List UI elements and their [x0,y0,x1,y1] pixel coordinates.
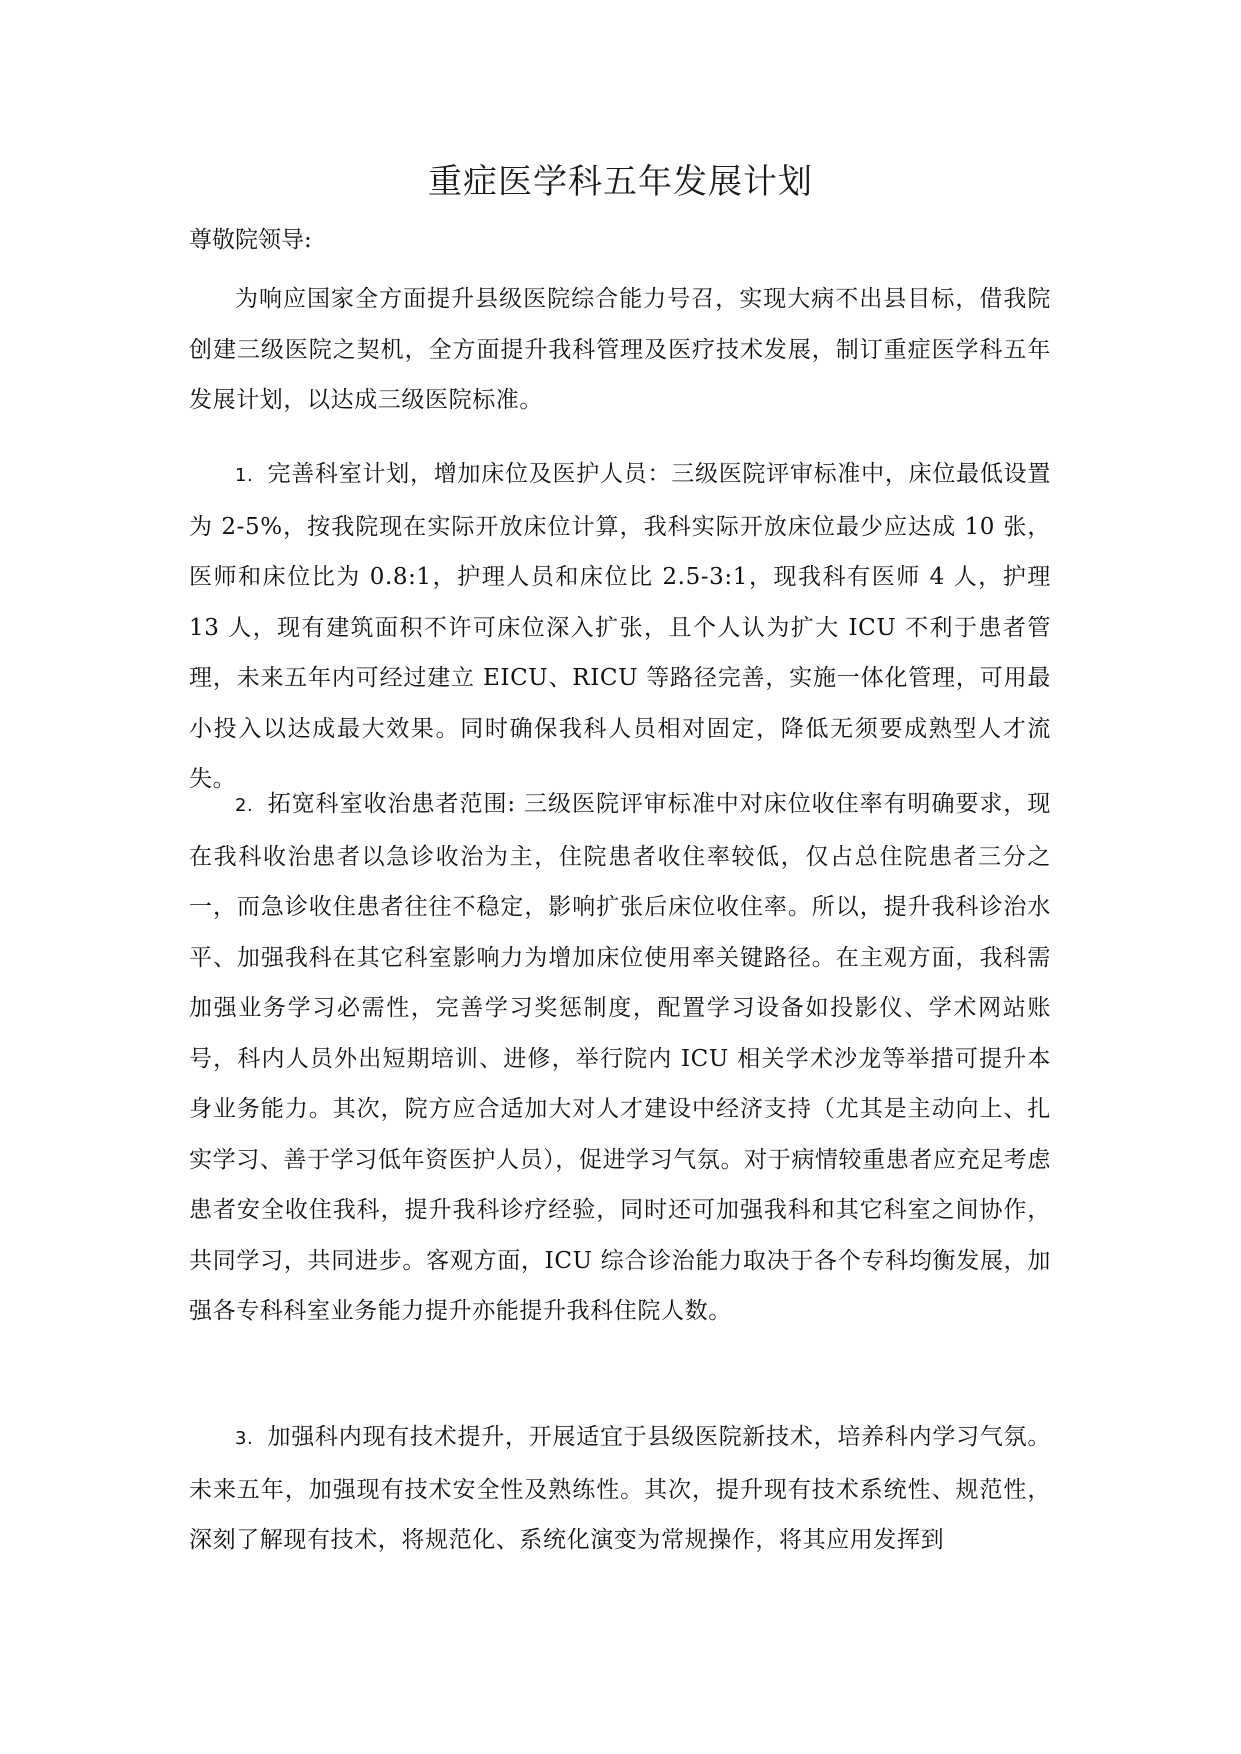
item-number: 2. [235,795,254,816]
salutation: 尊敬院领导: [189,227,312,253]
item-paragraph-1 [189,449,1051,805]
item-text: 完善科室计划，增加床位及医护人员：三级医院评审标准中，床位最低设置为 2-5%，按我院现在实际开放床位计算，我科实际开放床位最少应达成 10 张，医师和床位比为 0.8:1，护理人员和床位比 2.5-3:1，现我科有医师 4 人，护理 13 人，现有建筑面积不许可床位深入扩张，且个人认为扩大 ICU 不利于患者管理，未来五年内可经过建立 EICU、RICU 等路径完善，实施一体化管理，可用最小投入以达成最大效果。同时确保我科人员相对固定，降低无须要成熟型人才流失。 [189,461,1051,792]
item-text: 加强科内现有技术提升，开展适宜于县级医院新技术，培养科内学习气氛。未来五年，加强现有技术安全性及熟练性。其次，提升现有技术系统性、规范性，深刻了解现有技术，将规范化、系统化演变为常规操作，将其应用发挥到 [189,1424,1051,1553]
item-number: 3. [235,1428,254,1449]
document-title: 重症医学科五年发展计划 [428,162,813,202]
item-number: 1. [235,465,254,486]
item-paragraph-3 [189,1412,1051,1566]
item-paragraph-2 [189,779,1051,1337]
intro-paragraph: 为响应国家全方面提升县级医院综合能力号召，实现大病不出县目标，借我院创建三级医院之契机，全方面提升我科管理及医疗技术发展，制订重症医学科五年发展计划，以达成三级医院标准。 [189,286,1051,413]
item-text: 拓宽科室收治患者范围: 三级医院评审标准中对床位收住率有明确要求，现在我科收治患者以急诊收治为主，住院患者收住率较低，仅占总住院患者三分之一，而急诊收住患者往往不稳定，影响扩张后床位收住率。所以，提升我科诊治水平、加强我科在其它科室影响力为增加床位使用率关键路径。在主观方面，我科需加强业务学习必需性，完善学习奖惩制度，配置学习设备如投影仪、学术网站账号，科内人员外出短期培训、进修，举行院内 ICU 相关学术沙龙等举措可提升本身业务能力。其次，院方应合适加大对人才建设中经济支持（尤其是主动向上、扎实学习、善于学习低年资医护人员），促进学习气氛。对于病情较重患者应充足考虑患者安全收住我科，提升我科诊疗经验，同时还可加强我科和其它科室之间协作，共同学习，共同进步。客观方面，ICU 综合诊治能力取决于各个专科均衡发展，加强各专科科室业务能力提升亦能提升我科住院人数。 [189,791,1051,1324]
